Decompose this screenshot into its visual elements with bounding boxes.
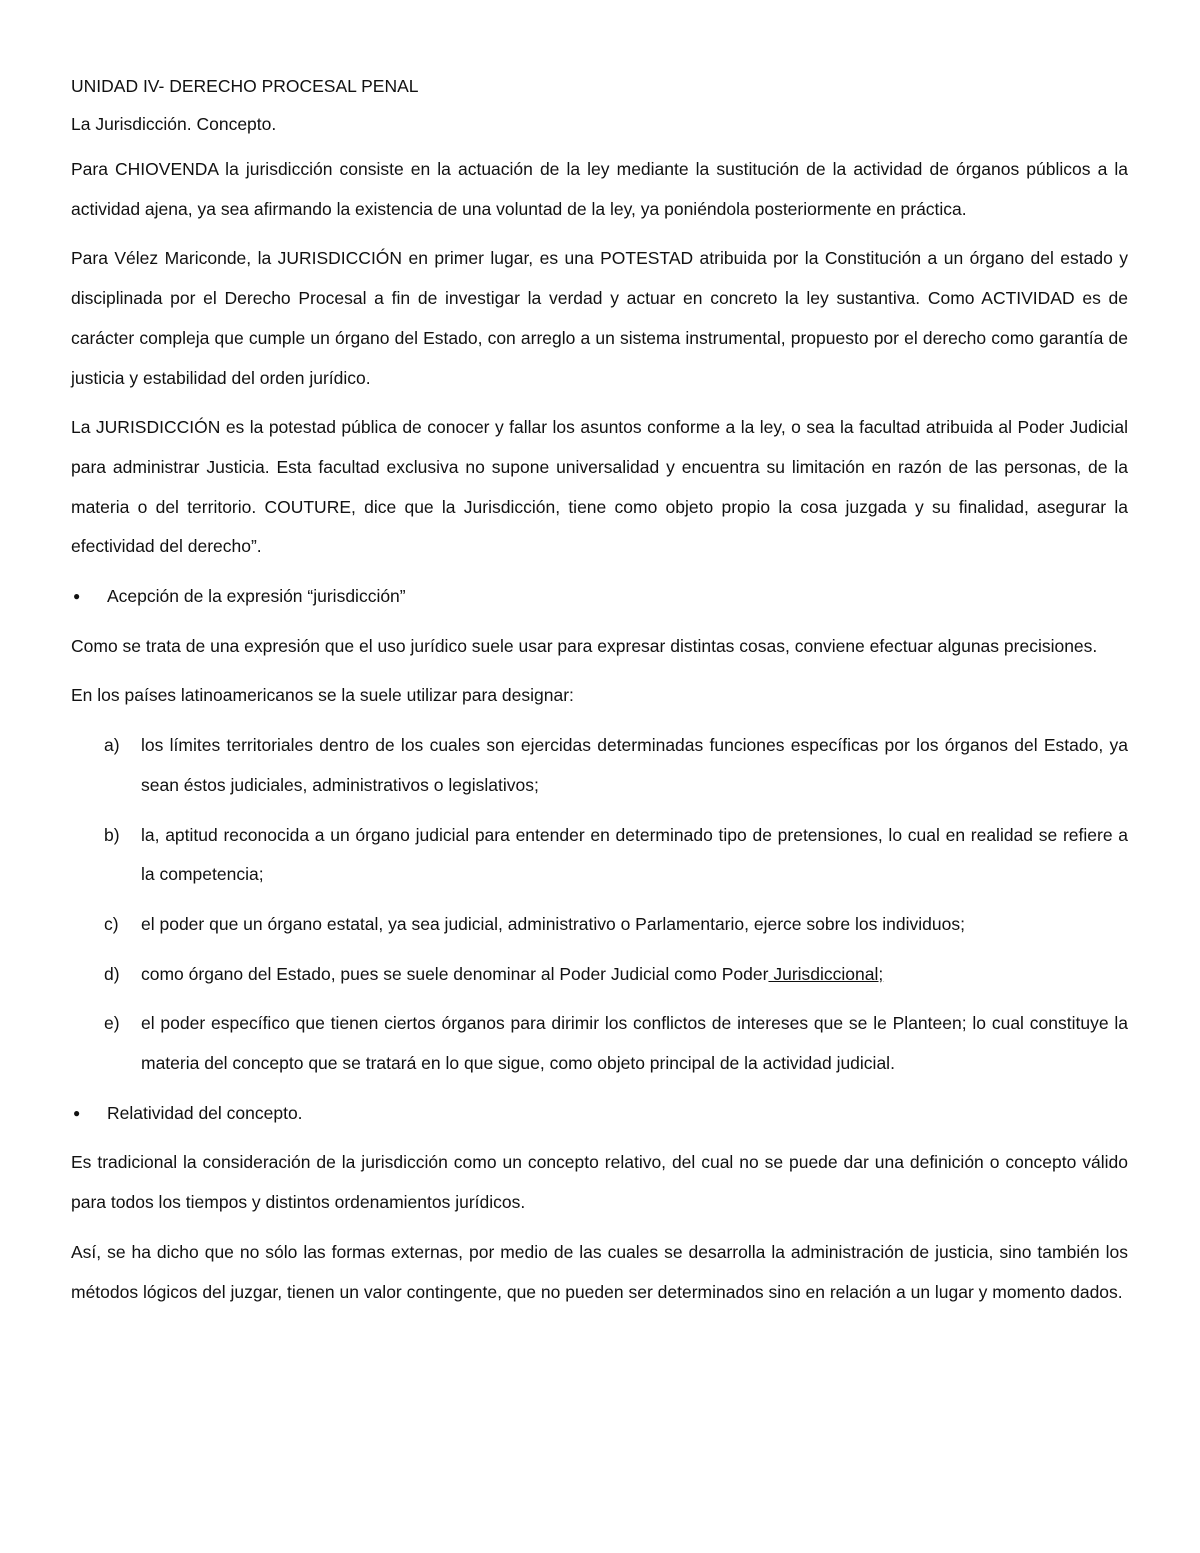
paragraph-formas-externas: Así, se ha dicho que no sólo las formas externas, por medio de las cuales se desarrolla la administración de justicia, sino también los métodos lógicos del juzgar, tienen un valor contingente, que no pueden ser determinados sino en relación a un lugar y momento dados. [71, 1241, 1128, 1302]
list-item-text: el poder que un órgano estatal, ya sea judicial, administrativo o Parlamentario, ejerce sobre los individuos; [141, 913, 965, 934]
list-item-text: los límites territoriales dentro de los cuales son ejercidas determinadas funciones específicas por los órganos del Estado, ya sean éstos judiciales, administrativos o legislativos; [141, 735, 1128, 795]
paragraph-jurisdiccion-potestad: La JURISDICCIÓN es la potestad pública de conocer y fallar los asuntos conforme a la ley, o sea la facultad atribuida al Poder Judicial para administrar Justicia. Esta facultad exclusiva no supone universalidad y encuentra su limitación en razón de las personas, de la materia o del territorio. COUTURE, dice que la Jurisdicción, tiene como objeto propio la cosa juzgada y su finalidad, asegurar la efectividad del derecho”. [71, 417, 1128, 557]
list-item [71, 905, 1128, 945]
list-item-text-wrapper [141, 955, 1128, 995]
paragraph-paises: En los países latinoamericanos se la suele utilizar para designar: [71, 685, 574, 706]
paragraph-velez-mariconde: Para Vélez Mariconde, la JURISDICCIÓN en primer lugar, es una POTESTAD atribuida por la Constitución a un órgano del estado y disciplinada por el Derecho Procesal a fin de investigar la verdad y actuar en concreto la ley sustantiva. Como ACTIVIDAD es de carácter compleja que cumple un órgano del Estado, con arreglo a un sistema instrumental, propuesto por el derecho como garantía de justicia y estabilidad del orden jurídico. [71, 248, 1128, 388]
list-item [71, 816, 1128, 895]
bullet-dot-icon: ● [73, 589, 81, 604]
list-marker: b) [104, 824, 120, 845]
paragraph-tradicional: Es tradicional la consideración de la jurisdicción como un concepto relativo, del cual no se puede dar una definición o concepto válido para todos los tiempos y distintos ordenamientos jurídicos. [71, 1152, 1128, 1213]
paragraph-chiovenda: Para CHIOVENDA la jurisdicción consiste en la actuación de la ley mediante la sustitución de la actividad de órganos públicos a la actividad ajena, ya sea afirmando la existencia de una voluntad de la ley, ya poniéndola posteriormente en práctica. [71, 159, 1128, 219]
list-item [71, 955, 1128, 995]
list-item [71, 1004, 1128, 1083]
list-marker: e) [104, 1013, 120, 1034]
bullet-acepcion [71, 577, 1128, 617]
list-item [71, 726, 1128, 805]
list-marker: c) [104, 913, 119, 934]
list-marker: d) [104, 963, 120, 984]
paragraph-expresion: Como se trata de una expresión que el uso jurídico suele usar para expresar distintas cosas, conviene efectuar algunas precisiones. [71, 635, 1098, 656]
list-marker: a) [104, 735, 120, 756]
document-page [71, 72, 1128, 1322]
underlined-term: Jurisdiccional; [768, 963, 884, 984]
bullet-acepcion-label: Acepción de la expresión “jurisdicción” [107, 586, 406, 607]
bullet-relatividad-label: Relatividad del concepto. [107, 1102, 303, 1123]
bullet-dot-icon: ● [73, 1105, 81, 1120]
designation-list [71, 726, 1128, 1084]
document-heading: UNIDAD IV- DERECHO PROCESAL PENAL [71, 76, 419, 96]
list-item-text: el poder específico que tienen ciertos órganos para dirimir los conflictos de intereses que se le Planteen; lo cual constituye la materia del concepto que se tratará en lo que sigue, como objeto principal de la actividad judicial. [141, 1013, 1128, 1074]
section-subheading: La Jurisdicción. Concepto. [71, 114, 277, 134]
bullet-relatividad [71, 1094, 1128, 1134]
list-item-text: como órgano del Estado, pues se suele denominar al Poder Judicial como Poder [141, 963, 769, 984]
list-item-text: la, aptitud reconocida a un órgano judicial para entender en determinado tipo de pretensiones, lo cual en realidad se refiere a la competencia; [141, 824, 1128, 885]
